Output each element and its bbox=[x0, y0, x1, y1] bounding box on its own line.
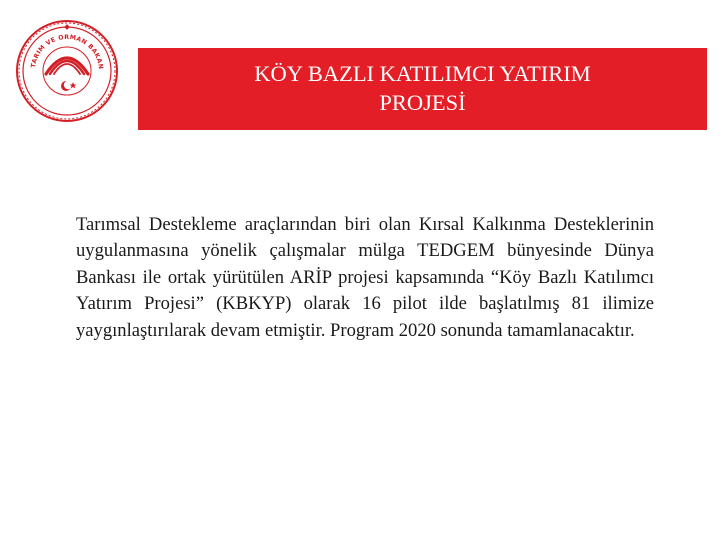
title-line-1: KÖY BAZLI KATILIMCI YATIRIM bbox=[254, 61, 591, 86]
body-paragraph: Tarımsal Destekleme araçlarından biri olan Kırsal Kalkınma Desteklerinin uygulanmasına yönelik çalışmalar mülga TEDGEM bünyesinde Dünya Bankası ile ortak yürütülen ARİP projesi kapsamında “Köy Bazlı Katılımcı Yatırım Projesi” (KBKYP) olarak 16 pilot ilde başlatılmış 81 ilimize yaygınlaştırılarak devam etmiştir. Program 2020 sonunda tamamlanacaktır. bbox=[76, 214, 654, 341]
ministry-seal-icon bbox=[14, 18, 120, 124]
seal-caption: TARIM VE ORMAN BAKAN bbox=[30, 33, 105, 70]
ministry-seal-graphic bbox=[14, 18, 120, 124]
title-banner bbox=[138, 48, 707, 130]
title-line-2: PROJESİ bbox=[379, 90, 466, 115]
